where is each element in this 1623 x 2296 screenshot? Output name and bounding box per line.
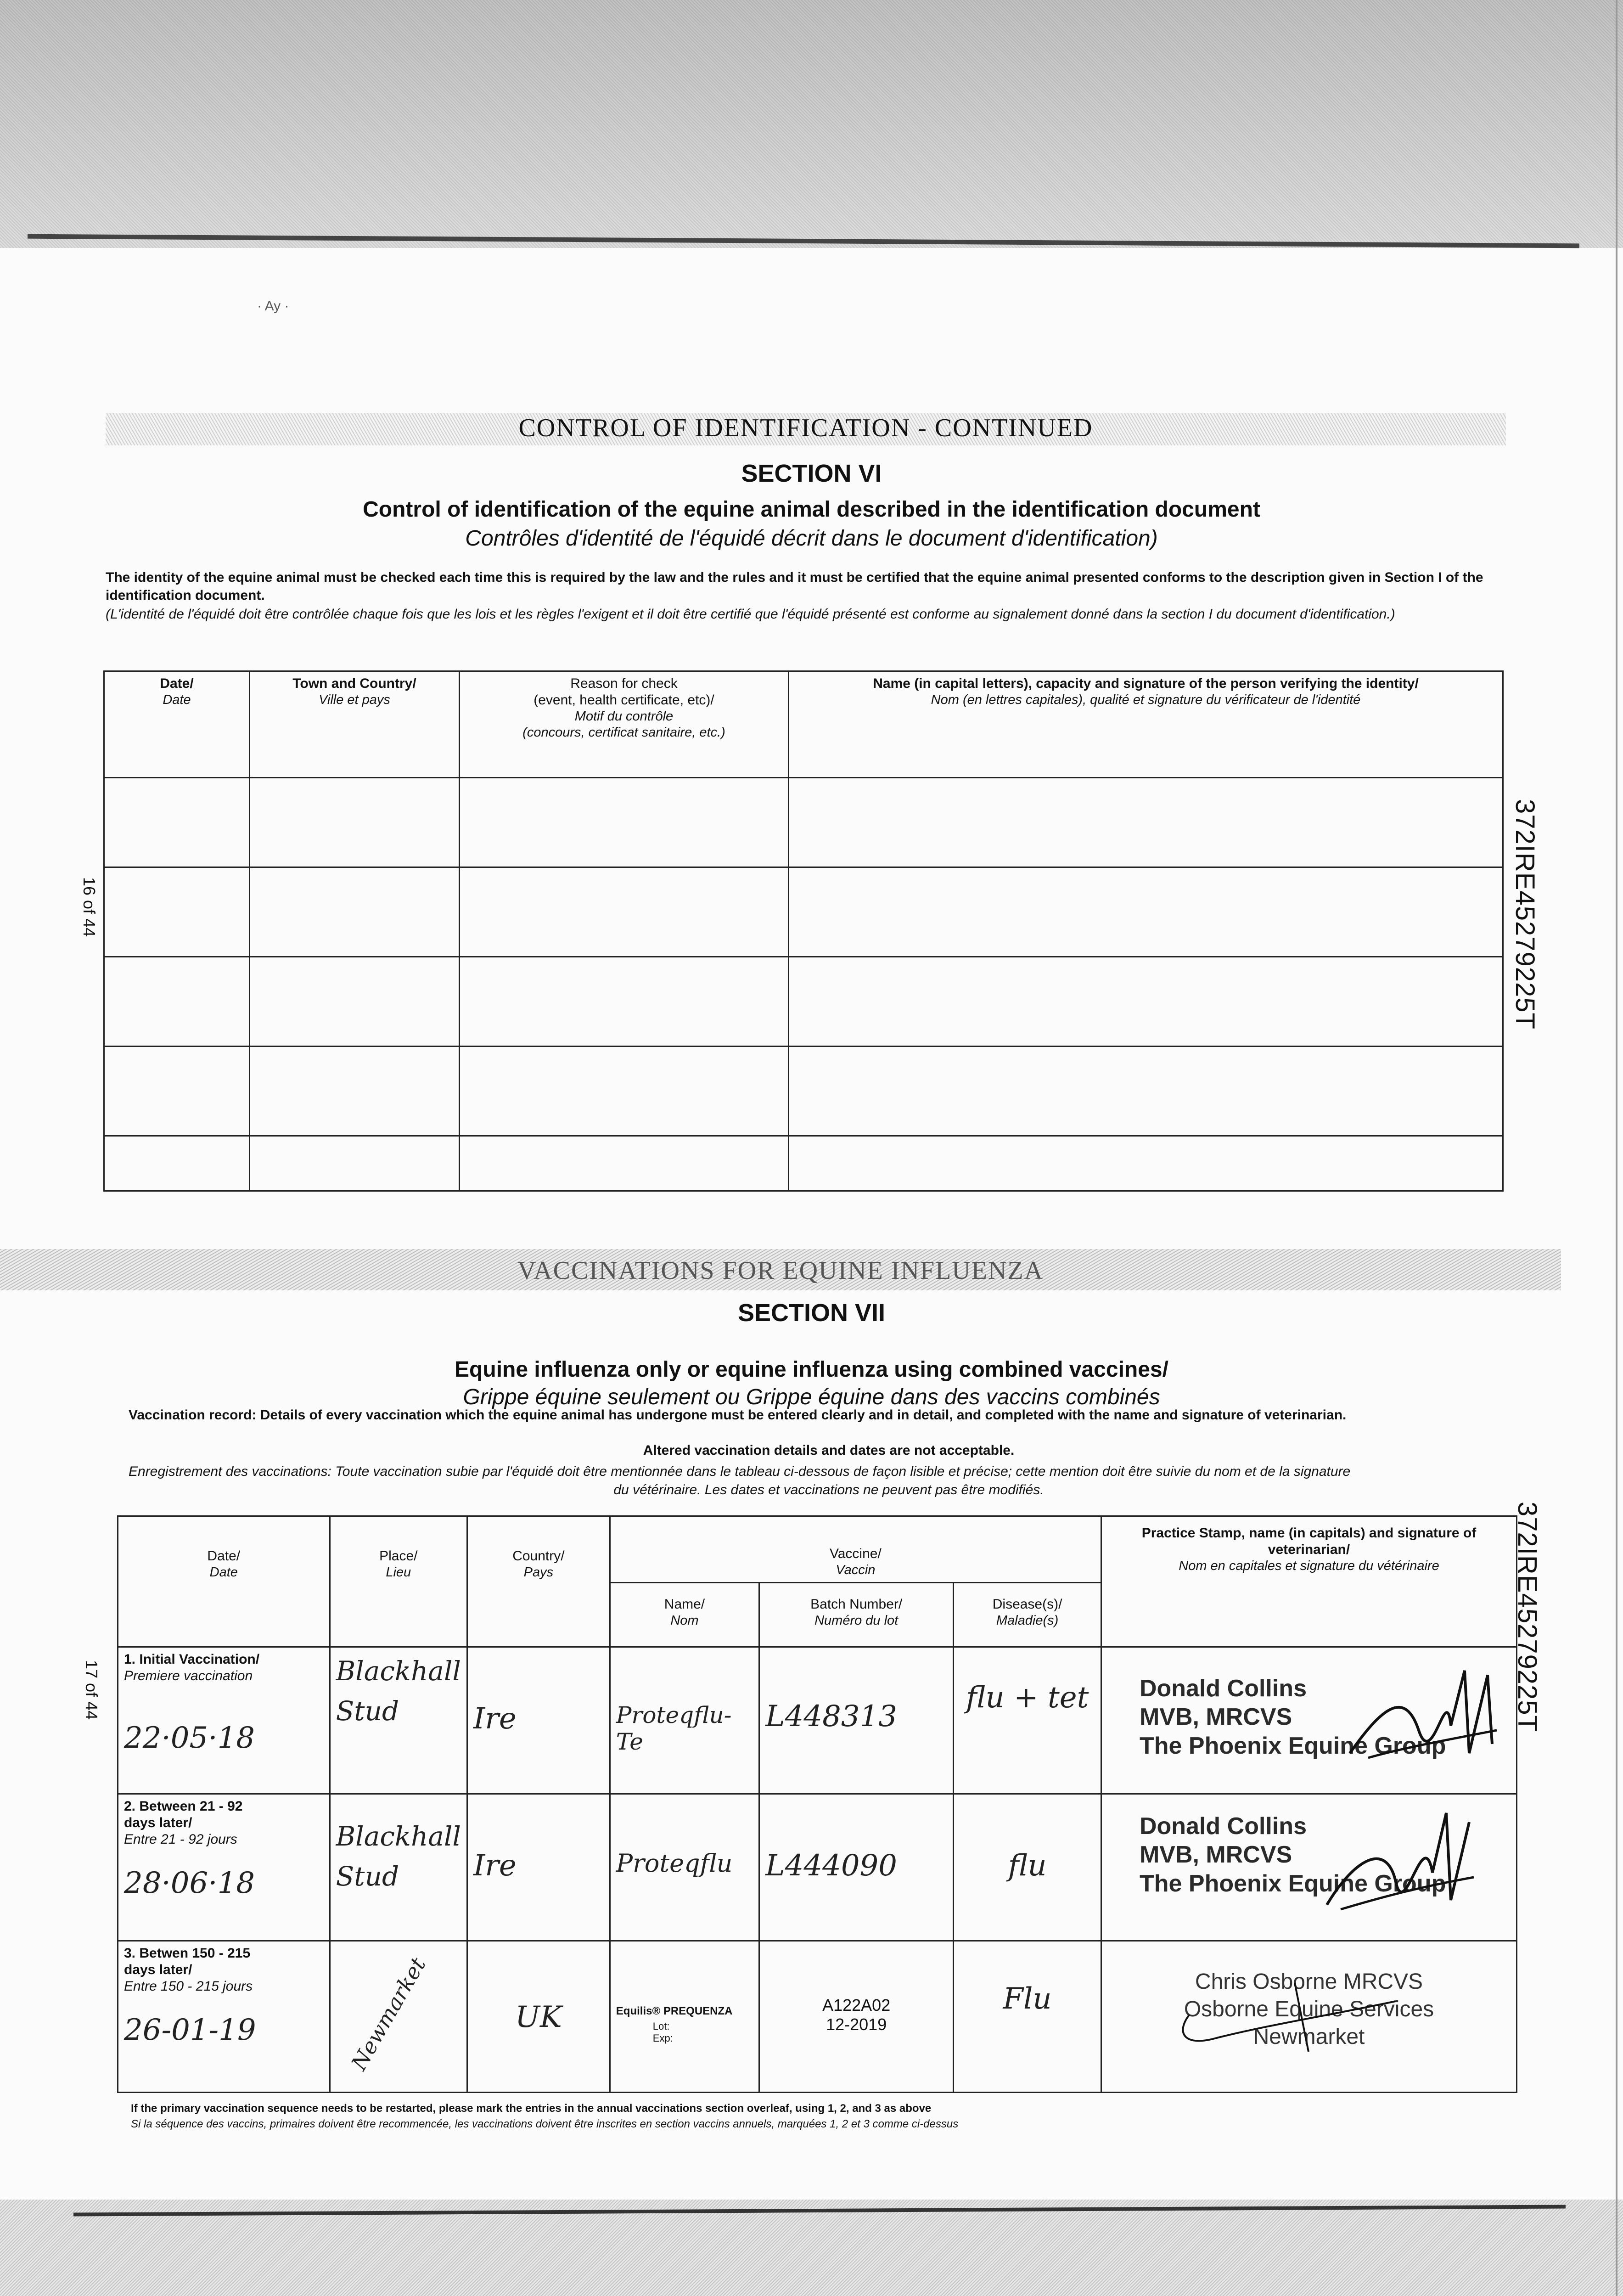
cell-town[interactable] [250, 1136, 460, 1191]
cell-date[interactable] [118, 1794, 330, 1941]
section6-title-fr: Contrôles d'identité de l'équidé décrit dans le document d'identification) [465, 526, 1158, 551]
section6-label: SECTION VI [741, 460, 882, 487]
cell-date[interactable] [104, 1047, 250, 1136]
cell-reason[interactable] [460, 1047, 789, 1136]
col-town-label-fr: Ville et pays [319, 692, 390, 707]
table-row [104, 778, 1503, 867]
cell-vaccine-name[interactable] [610, 1941, 759, 2092]
vaccination-date: 26-01-19 [124, 2013, 256, 2047]
vet-quals: Osborne Equine Services [1184, 1997, 1434, 2021]
cell-batch[interactable] [759, 1794, 954, 1941]
row-label-fr: Premiere vaccination [124, 1668, 253, 1683]
row-label: 3. Betwen 150 - 215 [124, 1945, 251, 1961]
cell-stamp[interactable] [1101, 1941, 1516, 2092]
cell-country[interactable] [467, 1647, 610, 1794]
section7-record-2: Altered vaccination details and dates are not acceptable. [643, 1443, 1015, 1458]
col-disease-label: Disease(s)/ [992, 1596, 1062, 1612]
vet-practice: The Phoenix Equine Group [1139, 1732, 1446, 1759]
vaccination-place: Blackhall Stud [336, 1820, 461, 1892]
table-row [104, 957, 1503, 1047]
cell-date[interactable] [104, 867, 250, 957]
section7-record-fr-2: du vétérinaire. Les dates et vaccinations ne peuvent pas être modifiés. [613, 1482, 1044, 1497]
vaccine-name: Proteqflu [616, 1848, 733, 1878]
col-vaccine [610, 1516, 1101, 1583]
col-stamp-label-fr: Nom en capitales et signature du vétérinaire [1179, 1559, 1439, 1573]
row-label-2: days later/ [124, 1815, 192, 1830]
vet-name: Donald Collins [1139, 1675, 1307, 1702]
row-label-fr: Entre 21 - 92 jours [124, 1831, 237, 1847]
col-date-label: Date/ [207, 1548, 241, 1564]
cell-reason[interactable] [460, 957, 789, 1047]
vaccine-name: Equilis® PREQUENZA [616, 2004, 733, 2017]
batch-number: A122A02 [822, 1995, 891, 2015]
col-verifier-label: Name (in capital letters), capacity and signature of the person verifying the identity/ [873, 676, 1419, 691]
section6-banner: CONTROL OF IDENTIFICATION - CONTINUED [518, 414, 1093, 442]
cell-place[interactable] [330, 1647, 467, 1794]
col-stamp-label: Practice Stamp, name (in capitals) and signature of veterinarian/ [1141, 1525, 1477, 1557]
disease: Flu [1003, 1981, 1052, 2016]
section7-title: Equine influenza only or equine influenza using combined vaccines/ [455, 1357, 1168, 1382]
col-stamp [1101, 1516, 1516, 1647]
cell-verifier[interactable] [789, 1136, 1503, 1191]
vet-name: Donald Collins [1139, 1812, 1307, 1840]
cell-date[interactable] [104, 957, 250, 1047]
col-country [467, 1516, 610, 1647]
col-place [330, 1516, 467, 1647]
cell-verifier[interactable] [789, 778, 1503, 867]
col-batch-label-fr: Numéro du lot [814, 1613, 899, 1628]
vaccination-date: 28·06·18 [124, 1866, 255, 1900]
row-label: 1. Initial Vaccination/ [124, 1651, 260, 1667]
section7-banner: VACCINATIONS FOR EQUINE INFLUENZA [517, 1256, 1044, 1285]
col-date [118, 1516, 330, 1647]
cell-verifier[interactable] [789, 867, 1503, 957]
cell-stamp[interactable] [1101, 1794, 1516, 1941]
cell-vaccine-name[interactable] [610, 1647, 759, 1794]
vaccination-country: UK [515, 2000, 562, 2034]
batch-expiry: 12-2019 [826, 2015, 887, 2034]
vet-signature-icon [1318, 1804, 1483, 1923]
scan-top-shading [0, 0, 1623, 248]
vet-quals: MVB, MRCVS [1139, 1841, 1292, 1868]
vet-practice: Newmarket [1253, 2024, 1365, 2049]
ref-code-top: 372IRE45279225T [1510, 799, 1540, 1030]
vet-practice: The Phoenix Equine Group [1139, 1870, 1446, 1897]
table-row [104, 1047, 1503, 1136]
col-vaccine-label-fr: Vaccin [836, 1563, 876, 1577]
cell-town[interactable] [250, 867, 460, 957]
disease: flu + tet [966, 1680, 1089, 1715]
vaccination-country: Ire [473, 1848, 517, 1883]
vaccination-place: Newmarket [346, 1953, 431, 2075]
cell-disease[interactable] [954, 1647, 1101, 1794]
col-reason [460, 671, 789, 778]
col-reason-label-2: (event, health certificate, etc)/ [534, 692, 714, 708]
cell-place[interactable] [330, 1794, 467, 1941]
cell-vaccine-name[interactable] [610, 1794, 759, 1941]
col-verifier [789, 671, 1503, 778]
cell-batch[interactable] [759, 1647, 954, 1794]
section6-instruction: The identity of the equine animal must be checked each time this is required by the law and the rules and it must be certified that the equine animal presented conforms to the description given in Section I of the identification document. [106, 570, 1483, 603]
cell-date[interactable] [104, 1136, 250, 1191]
cell-reason[interactable] [460, 1136, 789, 1191]
row-label-fr: Entre 150 - 215 jours [124, 1978, 253, 1994]
vet-quals: MVB, MRCVS [1139, 1704, 1292, 1731]
cell-country[interactable] [467, 1794, 610, 1941]
vaccination-place: Blackhall Stud [336, 1655, 461, 1727]
cell-disease[interactable] [954, 1794, 1101, 1941]
section7-record: Vaccination record: Details of every vaccination which the equine animal has undergone must be entered clearly and in detail, and completed with the name and signature of veterinarian. [129, 1407, 1347, 1423]
page-number-16: 16 of 44 [80, 877, 99, 937]
section6-instruction-fr: (L'identité de l'équidé doit être contrôlée chaque fois que les lois et les règles l'exigent et il doit être certifié que l'équidé présenté est conforme au signalement donné dans la section I du document d'identification.) [106, 607, 1395, 622]
vaccination-date: 22·05·18 [124, 1721, 255, 1755]
col-disease [954, 1582, 1101, 1647]
cell-place[interactable] [330, 1941, 467, 2092]
cell-country[interactable] [467, 1941, 610, 2092]
vet-signature-icon [1157, 1969, 1432, 2061]
col-reason-label: Reason for check [570, 676, 678, 691]
batch-number: L448313 [765, 1699, 897, 1733]
table-header-row [118, 1516, 1517, 1583]
cell-disease[interactable] [954, 1941, 1101, 2092]
col-verifier-label-fr: Nom (en lettres capitales), qualité et signature du vérificateur de l'identité [931, 692, 1361, 707]
cell-date[interactable] [118, 1941, 330, 2092]
vet-signature-icon [1341, 1661, 1506, 1776]
vaccine-lot-label: Lot: [652, 2020, 670, 2032]
col-town-label: Town and Country/ [292, 676, 416, 691]
page-number-17: 17 of 44 [82, 1660, 101, 1720]
col-date [104, 671, 250, 778]
col-place-label: Place/ [379, 1548, 418, 1564]
section6-title: Control of identification of the equine animal described in the identification document [363, 497, 1260, 522]
col-vaccine-name [610, 1582, 759, 1647]
batch-number: L444090 [765, 1848, 897, 1883]
cell-reason[interactable] [460, 867, 789, 957]
table-row [104, 1136, 1503, 1191]
col-vaccine-label: Vaccine/ [829, 1546, 882, 1561]
cell-verifier[interactable] [789, 957, 1503, 1047]
row-label: 2. Between 21 - 92 [124, 1798, 243, 1814]
identification-check-table [103, 670, 1504, 1192]
vaccination-country: Ire [473, 1701, 517, 1736]
col-country-label: Country/ [512, 1548, 565, 1564]
col-town [250, 671, 460, 778]
scan-right-edge [1616, 0, 1617, 2296]
vaccination-table [117, 1515, 1517, 2093]
col-date-label-fr: Date [163, 692, 191, 707]
cell-verifier[interactable] [789, 1047, 1503, 1136]
cell-date[interactable] [104, 778, 250, 867]
col-date-label-fr: Date [209, 1565, 238, 1580]
section7-footnote: If the primary vaccination sequence needs to be restarted, please mark the entries in the annual vaccinations section overleaf, using 1, 2, and 3 as above [131, 2102, 932, 2115]
col-reason-label-fr: Motif du contrôle [574, 709, 674, 724]
section7-label: SECTION VII [737, 1299, 886, 1327]
vaccine-name: Proteqflu-Te [616, 1701, 732, 1755]
table-header-row [104, 671, 1503, 778]
col-reason-label-fr-2: (concours, certificat sanitaire, etc.) [522, 725, 725, 740]
vaccination-row-2 [118, 1794, 1517, 1941]
vaccination-row-3 [118, 1941, 1517, 2092]
col-batch-label: Batch Number/ [810, 1596, 903, 1612]
cell-town[interactable] [250, 778, 460, 867]
section7-footnote-fr: Si la séquence des vaccins, primaires doivent être recommencée, les vaccinations doivent être inscrites en section vaccins annuels, marquées 1, 2 et 3 comme ci-dessus [131, 2118, 959, 2130]
cell-date[interactable] [118, 1647, 330, 1794]
cell-town[interactable] [250, 1047, 460, 1136]
vaccine-exp-label: Exp: [652, 2032, 673, 2044]
col-batch [759, 1582, 954, 1647]
col-vaccine-name-label: Name/ [664, 1596, 705, 1612]
vet-name: Chris Osborne MRCVS [1195, 1969, 1423, 1994]
vaccination-row-1 [118, 1647, 1517, 1794]
section7-title-fr: Grippe équine seulement ou Grippe équine dans des vaccins combinés [463, 1385, 1160, 1409]
ref-code-bottom: 372IRE45279225T [1512, 1502, 1542, 1732]
cell-stamp[interactable] [1101, 1647, 1516, 1794]
row-label-2: days later/ [124, 1962, 192, 1977]
table-row [104, 867, 1503, 957]
cell-reason[interactable] [460, 778, 789, 867]
top-scribble: · Ay · [257, 298, 289, 314]
cell-batch[interactable] [759, 1941, 954, 2092]
col-vaccine-name-label-fr: Nom [670, 1613, 699, 1628]
disease: flu [1008, 1848, 1047, 1883]
section7-record-fr: Enregistrement des vaccinations: Toute vaccination subie par l'équidé doit être mentionnée dans le tableau ci-dessous de façon lisible et précise; cette mention doit être suivie du nom et de la signature [129, 1464, 1351, 1479]
col-disease-label-fr: Maladie(s) [996, 1613, 1059, 1628]
col-place-label-fr: Lieu [386, 1565, 411, 1580]
cell-town[interactable] [250, 957, 460, 1047]
col-date-label: Date/ [160, 676, 194, 691]
col-country-label-fr: Pays [523, 1565, 554, 1580]
